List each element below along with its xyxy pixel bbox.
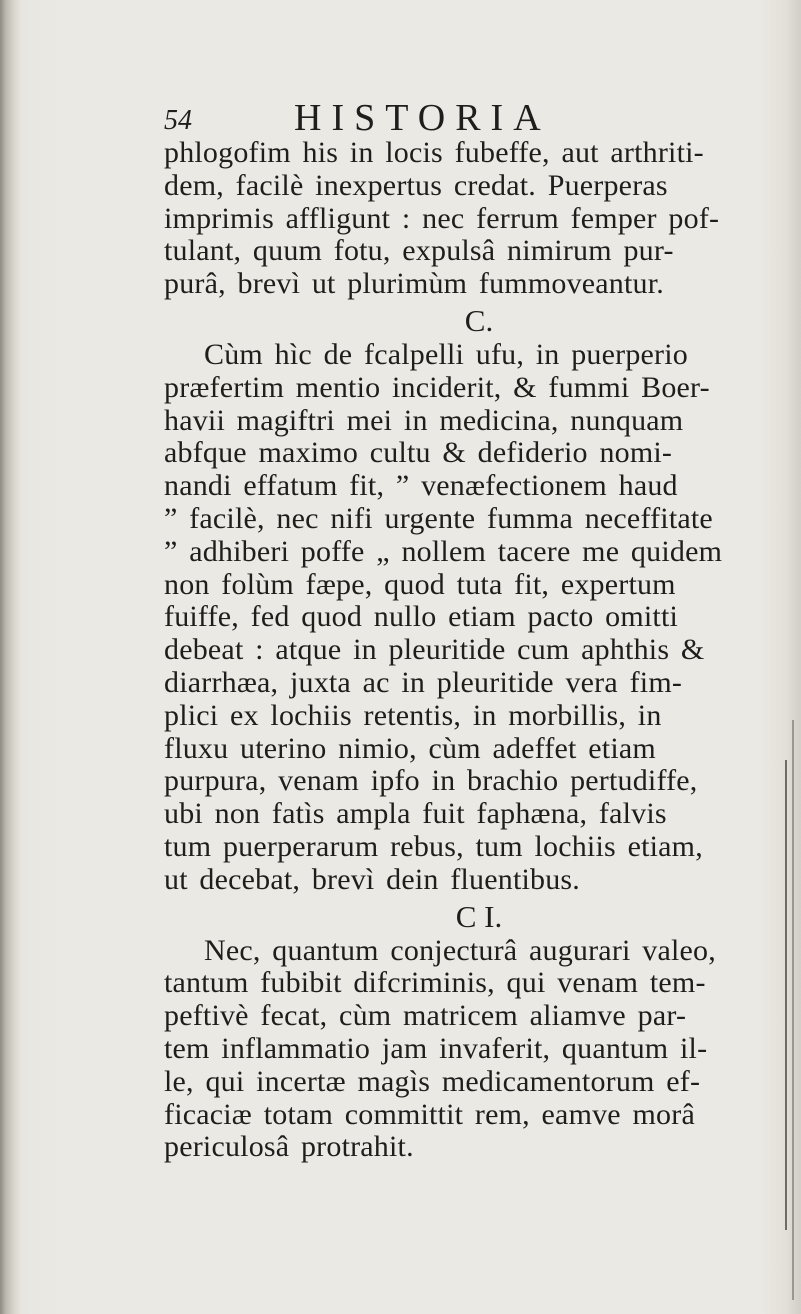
paragraph-line: præfertim mentio inciderit, & fummi Boer- [164,370,710,404]
paragraph-line: tum puerperarum rebus, tum lochiis etiam, [164,829,703,863]
intro-line: purâ, brevì ut plurimùm fummoveantur. [164,267,664,301]
intro-line: phlogofim his in locis fubeffe, aut arthriti- [164,136,704,169]
paragraph-line: fuiffe, fed quod nullo etiam pacto omitti [164,600,679,634]
section-heading: C. [464,302,494,338]
paragraph-line: peftivè fecat, cùm matricem aliamve par- [164,999,687,1033]
binding-gutter-shadow [0,0,22,1314]
paragraph-line: ficaciæ totam committit rem, eamve morâ [164,1097,695,1131]
paragraph-line: ubi non fatìs ampla fuit faphæna, falvis [164,797,667,831]
page-text [164,137,784,1164]
paragraph-line: Cùm hìc de fcalpelli ufu, in puerperio [204,337,688,371]
paragraph-line: plici ex lochiis retentis, in morbillis, in [164,698,662,732]
right-page-edge [787,0,801,1314]
right-edge-line [785,760,787,1230]
paragraph-line: le, qui incertæ magìs medicamentorum ef- [164,1064,701,1098]
paragraph-line: periculosâ protrahit. [164,1130,414,1164]
paragraph-line: tem inflammatio jam invaferit, quantum il- [164,1031,708,1065]
paragraph-line: abfque maximo cultu & defiderio nomi- [164,436,673,470]
section-heading: C I. [455,898,503,934]
paragraph-line: nandi effatum fit, ” venæfectionem haud [164,469,678,503]
paragraph-line: non folùm fæpe, quod tuta fit, expertum [164,567,676,601]
outer-edge-line [792,720,794,1300]
paragraph-line: tantum fubibit difcriminis, qui venam tem- [164,966,706,1000]
intro-paragraph [164,137,784,301]
intro-line: imprimis affligunt : nec ferrum femper pof- [164,201,720,235]
paragraph-line: fluxu uterino nimio, cùm adeffet etiam [164,731,656,765]
section-c [164,301,784,897]
intro-line: tulant, quum fotu, expulsâ nimirum pur- [164,234,674,268]
paragraph-line: purpura, venam ipfo in brachio pertudiffe, [164,764,698,798]
paragraph-line: ut decebat, brevì dein fluentibus. [164,862,581,896]
section-ci [164,897,784,1165]
paragraph-line: debeat : atque in pleuritide cum aphthis & [164,633,705,667]
paragraph-line: havii magiftri mei in medicina, nunquam [164,403,684,437]
paragraph-line: ” adhiberi poffe „ nollem tacere me quidem [164,534,723,568]
paragraph-line: diarrhæa, juxta ac in pleuritide vera fim- [164,665,683,699]
paragraph-line: ” facilè, nec nifi urgente fumma neceffitate [164,501,713,535]
running-title: HISTORIA [294,97,551,139]
paragraph-line: Nec, quantum conjecturâ augurari valeo, [204,933,716,967]
intro-line: dem, facilè inexpertus credat. Puerperas [164,168,668,202]
page-number: 54 [164,105,192,136]
